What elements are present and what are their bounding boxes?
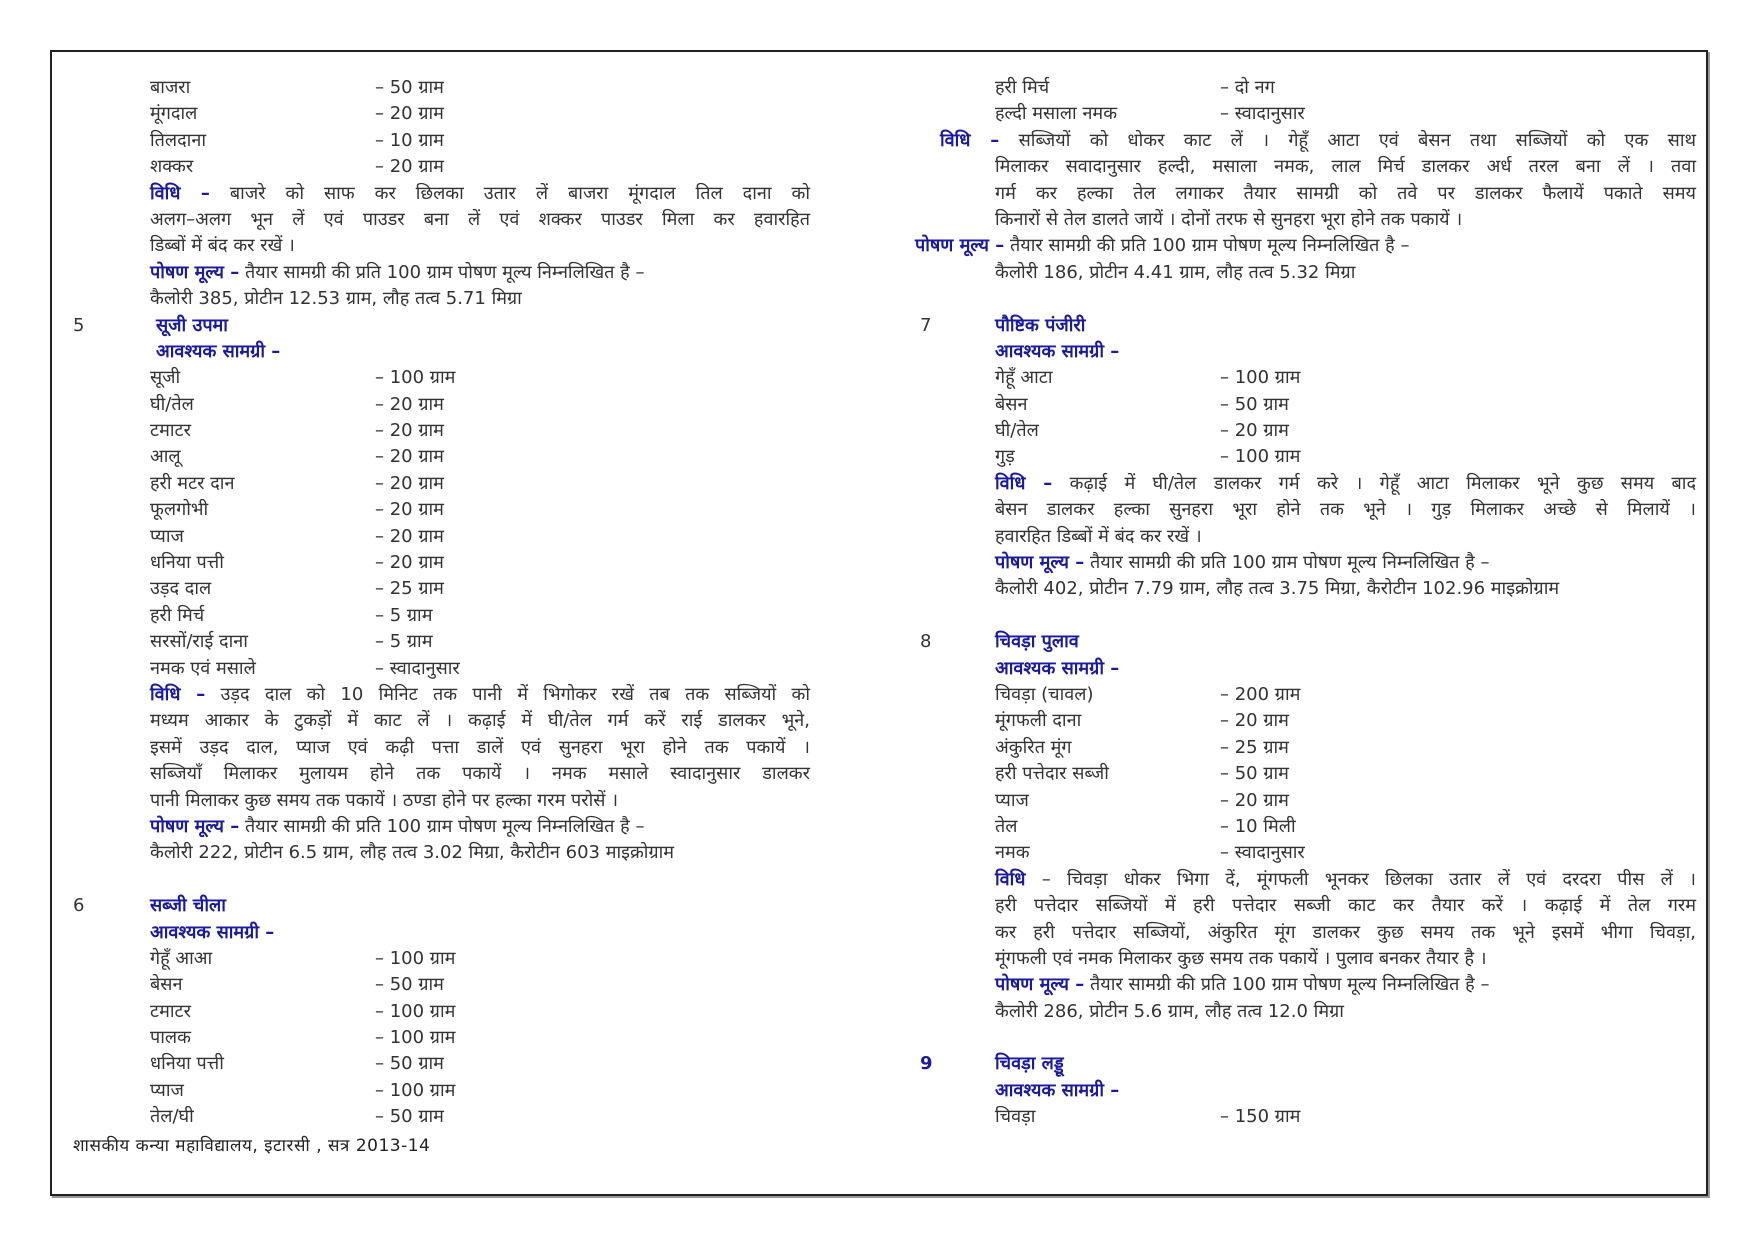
ingredient-qty: – स्वादानुसार bbox=[1220, 842, 1305, 864]
nutrition-label: पोषण मूल्य – bbox=[915, 235, 1005, 257]
ingredient-qty: – 50 ग्राम bbox=[375, 1053, 444, 1075]
ingredient-qty: – 10 ग्राम bbox=[375, 129, 444, 151]
recipe-heading bbox=[915, 1051, 1695, 1077]
ingredient-row bbox=[73, 1078, 813, 1104]
ingredient-qty: – 50 ग्राम bbox=[375, 77, 444, 98]
method-line bbox=[73, 207, 813, 233]
required-label: आवश्यक सामग्री – bbox=[995, 340, 1120, 362]
method-line bbox=[73, 708, 813, 734]
method-text: पानी मिलाकर कुछ समय तक पकायें । ठण्डा होने पर हल्का गरम परोसें । bbox=[150, 789, 619, 811]
nutrition-values bbox=[73, 286, 813, 312]
ingredient-row bbox=[915, 392, 1695, 418]
ingredient-qty: – 20 ग्राम bbox=[375, 525, 444, 547]
ingredient-name: हरी मिर्च bbox=[150, 604, 205, 626]
spacer bbox=[915, 603, 1695, 629]
nutrition-values-text: कैलोरी 222, प्रोटीन 6.5 ग्राम, लौह तत्व 3.02 मिग्रा, कैरोटीन 603 माइक्रोग्राम bbox=[150, 842, 675, 864]
method-label: विधि bbox=[995, 868, 1026, 890]
ingredient-qty: – 20 ग्राम bbox=[375, 472, 444, 494]
ingredient-row bbox=[73, 656, 813, 682]
nutrition-line bbox=[73, 260, 813, 286]
spacer bbox=[915, 286, 1695, 312]
ingredient-row bbox=[73, 1104, 813, 1130]
ingredient-name: हरी पत्तेदार सब्जी bbox=[995, 763, 1109, 785]
nutrition-values bbox=[915, 260, 1695, 286]
nutrition-values bbox=[73, 840, 813, 866]
method-text: बाजरे को साफ कर छिलका उतार लें बाजरा मूंगदाल तिल दाना को bbox=[209, 182, 810, 204]
nutrition-line bbox=[915, 550, 1695, 576]
nutrition-line bbox=[915, 972, 1695, 998]
method-line bbox=[915, 207, 1695, 233]
ingredient-qty: – स्वादानुसार bbox=[1220, 103, 1305, 125]
method-line bbox=[73, 233, 813, 259]
ingredient-row bbox=[73, 392, 813, 418]
ingredient-qty: – 20 ग्राम bbox=[1220, 789, 1289, 811]
ingredient-qty: – 150 ग्राम bbox=[1220, 1106, 1301, 1128]
ingredient-row bbox=[915, 682, 1695, 708]
required-heading bbox=[915, 339, 1695, 365]
method-text: डिब्बों में बंद कर रखें । bbox=[150, 235, 295, 257]
recipe-heading bbox=[915, 629, 1695, 655]
method-line bbox=[73, 735, 813, 761]
ingredient-row bbox=[73, 497, 813, 523]
method-line bbox=[915, 524, 1695, 550]
method-text: इसमें उड़द दाल, प्याज एवं कढ़ी पत्ता डालें एवं सुनहरा भूरा होने तक पकायें । bbox=[150, 736, 810, 758]
method-text: – चिवड़ा धोकर भिगा दें, मूंगफली भूनकर छिलका उतार लें एवं दरदरा पीस लें । bbox=[1025, 868, 1696, 890]
recipe-title: चिवड़ा लड्डू bbox=[995, 1053, 1064, 1075]
ingredient-name: बाजरा bbox=[150, 77, 191, 98]
ingredient-row bbox=[73, 999, 813, 1025]
ingredient-name: प्याज bbox=[150, 1079, 184, 1101]
ingredient-row bbox=[915, 444, 1695, 470]
ingredient-row bbox=[915, 814, 1695, 840]
nutrition-line bbox=[915, 233, 1695, 259]
nutrition-values-text: कैलोरी 402, प्रोटीन 7.79 ग्राम, लौह तत्व 3.75 मिग्रा, कैरोटीन 102.96 माइक्रोग्राम bbox=[995, 578, 1560, 600]
ingredient-row bbox=[915, 735, 1695, 761]
nutrition-text: तैयार सामग्री की प्रति 100 ग्राम पोषण मूल्य निम्नलिखित है – bbox=[239, 815, 645, 837]
ingredient-qty: – 20 ग्राम bbox=[375, 552, 444, 574]
ingredient-row bbox=[915, 708, 1695, 734]
ingredient-name: आलू bbox=[150, 446, 181, 468]
recipe-heading bbox=[73, 313, 813, 339]
nutrition-values-text: कैलोरी 286, प्रोटीन 5.6 ग्राम, लौह तत्व 12.0 मिग्रा bbox=[995, 1000, 1344, 1022]
ingredient-name: उड़द दाल bbox=[150, 578, 212, 600]
ingredient-qty: – 20 ग्राम bbox=[375, 446, 444, 468]
method-text: सब्जियॉं मिलाकर मुलायम होने तक पकायें । नमक मसाले स्वादानुसार डालकर bbox=[150, 763, 810, 785]
ingredient-row bbox=[915, 365, 1695, 391]
method-text: मध्यम आकार के टुकड़ों में काट लें । कढ़ाई में घी/तेल गर्म करें राई डालकर भूने, bbox=[150, 710, 810, 732]
nutrition-label: पोषण मूल्य – bbox=[995, 974, 1085, 996]
method-text: किनारों से तेल डालते जायें । दोनों तरफ से सुनहरा भूरा होने तक पकायें । bbox=[995, 208, 1463, 230]
ingredient-row bbox=[73, 576, 813, 602]
method-text: बेसन डालकर हल्का सुनहरा भूरा होने तक भूने । गुड़ मिलाकर अच्छे से मिलायें । bbox=[995, 499, 1696, 521]
method-text: अलग–अलग भून लें एवं पाउडर बना लें एवं शक्कर पाउडर मिला कर हवारहित bbox=[150, 208, 810, 230]
ingredient-name: धनिया पत्ती bbox=[150, 1053, 224, 1075]
ingredient-qty: – दो नग bbox=[1220, 77, 1275, 98]
ingredient-qty: – 100 ग्राम bbox=[375, 947, 456, 969]
ingredient-name: नमक bbox=[995, 842, 1030, 864]
nutrition-text: तैयार सामग्री की प्रति 100 ग्राम पोषण मूल्य निम्नलिखित है – bbox=[1084, 552, 1490, 574]
method-label: विधि – bbox=[995, 472, 1053, 494]
ingredient-qty: – 5 ग्राम bbox=[375, 631, 433, 653]
nutrition-label: पोषण मूल्य – bbox=[995, 552, 1085, 574]
ingredient-row bbox=[73, 101, 813, 127]
ingredient-name: धनिया पत्ती bbox=[150, 552, 224, 574]
ingredient-name: शक्कर bbox=[150, 156, 194, 178]
ingredient-row bbox=[915, 75, 1695, 101]
method-text: मिलाकर सवादानुसार हल्दी, मसाला नमक, लाल मिर्च डालकर अर्ध तरल बना लें । तवा bbox=[995, 156, 1696, 178]
nutrition-line bbox=[73, 814, 813, 840]
method-label: विधि – bbox=[940, 129, 1000, 151]
ingredient-qty: – 25 ग्राम bbox=[1220, 736, 1289, 758]
method-label: विधि – bbox=[150, 182, 210, 204]
ingredient-name: चिवड़ा bbox=[995, 1106, 1036, 1128]
ingredient-qty: – 5 ग्राम bbox=[375, 604, 433, 626]
recipe-heading bbox=[73, 893, 813, 919]
ingredient-row bbox=[73, 972, 813, 998]
ingredient-qty: – स्वादानुसार bbox=[375, 657, 460, 679]
recipe-number: 8 bbox=[920, 631, 932, 653]
method-line bbox=[915, 867, 1695, 893]
ingredient-qty: – 10 मिली bbox=[1220, 815, 1296, 837]
method-line bbox=[915, 920, 1695, 946]
ingredient-name: घी/तेल bbox=[995, 420, 1039, 442]
method-line bbox=[915, 946, 1695, 972]
ingredient-name: फूलगोभी bbox=[150, 499, 209, 521]
recipe-heading bbox=[915, 313, 1695, 339]
ingredient-name: मूंगफली दाना bbox=[995, 710, 1082, 732]
nutrition-values bbox=[915, 999, 1695, 1025]
method-line bbox=[73, 761, 813, 787]
ingredient-qty: – 20 ग्राम bbox=[375, 420, 444, 442]
ingredient-qty: – 100 ग्राम bbox=[375, 1079, 456, 1101]
recipe-number: 6 bbox=[73, 895, 85, 917]
right-column bbox=[915, 75, 1695, 1131]
nutrition-values bbox=[915, 576, 1695, 602]
ingredient-name: तेल/घी bbox=[150, 1106, 194, 1128]
ingredient-qty: – 20 ग्राम bbox=[375, 103, 444, 125]
method-line bbox=[915, 497, 1695, 523]
method-line bbox=[915, 471, 1695, 497]
ingredient-name: प्याज bbox=[150, 525, 184, 547]
ingredient-qty: – 20 ग्राम bbox=[375, 156, 444, 178]
ingredient-row bbox=[73, 603, 813, 629]
ingredient-name: टमाटर bbox=[150, 420, 191, 442]
recipe-title: पौष्टिक पंजीरी bbox=[995, 314, 1086, 336]
method-label: विधि – bbox=[150, 683, 206, 705]
method-text: मूंगफली एवं नमक मिलाकर कुछ समय तक पकायें । पुलाव बनकर तैयार है । bbox=[995, 947, 1487, 969]
spacer bbox=[73, 867, 813, 893]
method-text: कर हरी पत्तेदार सब्जियों, अंकुरित मूंग डालकर कुछ समय तक भूने इसमें भीगा चिवड़ा, bbox=[995, 921, 1696, 943]
recipe-number: 9 bbox=[920, 1053, 933, 1075]
ingredient-name: घी/तेल bbox=[150, 393, 194, 415]
ingredient-row bbox=[73, 524, 813, 550]
required-label: आवश्यक सामग्री – bbox=[150, 921, 275, 943]
method-text: हवारहित डिब्बों में बंद कर रखें । bbox=[995, 525, 1202, 547]
nutrition-text: तैयार सामग्री की प्रति 100 ग्राम पोषण मूल्य निम्नलिखित है – bbox=[239, 261, 645, 283]
method-line bbox=[915, 181, 1695, 207]
method-text: कढ़ाई में घी/तेल डालकर गर्म करे । गेहूँ आटा मिलाकर भूने कुछ समय बाद bbox=[1052, 472, 1696, 494]
method-line bbox=[915, 128, 1695, 154]
nutrition-values-text: कैलोरी 385, प्रोटीन 12.53 ग्राम, लौह तत्व 5.71 मिग्रा bbox=[150, 288, 522, 310]
required-label: आवश्यक सामग्री – bbox=[156, 340, 281, 362]
ingredient-name: गेहूँ आटा bbox=[995, 367, 1053, 389]
ingredient-row bbox=[915, 1104, 1695, 1130]
nutrition-text: तैयार सामग्री की प्रति 100 ग्राम पोषण मूल्य निम्नलिखित है – bbox=[1084, 974, 1490, 996]
spacer bbox=[915, 1025, 1695, 1051]
nutrition-values-text: कैलोरी 186, प्रोटीन 4.41 ग्राम, लौह तत्व 5.32 मिग्रा bbox=[995, 261, 1356, 283]
nutrition-text: तैयार सामग्री की प्रति 100 ग्राम पोषण मूल्य निम्नलिखित है – bbox=[1004, 235, 1410, 257]
method-text: उड़द दाल को 10 मिनिट तक पानी में भिगोकर रखें तब तक सब्जियों को bbox=[205, 683, 811, 705]
ingredient-row bbox=[73, 444, 813, 470]
ingredient-name: हल्दी मसाला नमक bbox=[995, 103, 1118, 125]
ingredient-row bbox=[73, 154, 813, 180]
ingredient-row bbox=[73, 128, 813, 154]
ingredient-row bbox=[915, 418, 1695, 444]
required-label: आवश्यक सामग्री – bbox=[995, 1079, 1120, 1101]
method-text: सब्जियों को धोकर काट लें । गेहूँ आटा एवं बेसन तथा सब्जियों को एक साथ bbox=[999, 129, 1696, 151]
recipe-number: 7 bbox=[920, 314, 932, 336]
required-heading bbox=[73, 920, 813, 946]
ingredient-name: पालक bbox=[150, 1027, 191, 1049]
ingredient-row bbox=[73, 946, 813, 972]
ingredient-qty: – 100 ग्राम bbox=[375, 367, 456, 389]
ingredient-qty: – 50 ग्राम bbox=[1220, 393, 1289, 415]
ingredient-name: बेसन bbox=[150, 974, 183, 996]
ingredient-name: हरी मिर्च bbox=[995, 77, 1050, 98]
ingredient-qty: – 50 ग्राम bbox=[375, 974, 444, 996]
method-line bbox=[73, 788, 813, 814]
ingredient-row bbox=[73, 418, 813, 444]
ingredient-qty: – 100 ग्राम bbox=[1220, 446, 1301, 468]
ingredient-name: सरसों/राई दाना bbox=[150, 631, 248, 653]
method-line bbox=[915, 154, 1695, 180]
ingredient-name: बेसन bbox=[995, 393, 1028, 415]
ingredient-qty: – 20 ग्राम bbox=[1220, 420, 1289, 442]
nutrition-label: पोषण मूल्य – bbox=[150, 261, 240, 283]
ingredient-qty: – 20 ग्राम bbox=[1220, 710, 1289, 732]
ingredient-row bbox=[915, 788, 1695, 814]
page-footer: शासकीय कन्या महाविद्यालय, इटारसी , सत्र 2013-14 bbox=[73, 1136, 431, 1156]
nutrition-label: पोषण मूल्य – bbox=[150, 815, 240, 837]
required-label: आवश्यक सामग्री – bbox=[995, 657, 1120, 679]
recipe-number: 5 bbox=[73, 314, 85, 336]
ingredient-row bbox=[73, 1051, 813, 1077]
left-column bbox=[73, 75, 813, 1131]
method-line bbox=[73, 682, 813, 708]
ingredient-name: सूजी bbox=[150, 367, 181, 389]
ingredient-row bbox=[73, 365, 813, 391]
method-text: हरी पत्तेदार सब्जियों में हरी पत्तेदार सब्जी काट कर तैयार करें । कढ़ाई में तेल गरम bbox=[995, 895, 1696, 917]
ingredient-qty: – 25 ग्राम bbox=[375, 578, 444, 600]
ingredient-name: अंकुरित मूंग bbox=[995, 736, 1072, 758]
recipe-title: सब्जी चीला bbox=[150, 895, 226, 917]
ingredient-name: तिलदाना bbox=[150, 129, 206, 151]
required-heading bbox=[73, 339, 813, 365]
ingredient-qty: – 100 ग्राम bbox=[375, 1027, 456, 1049]
ingredient-qty: – 50 ग्राम bbox=[375, 1106, 444, 1128]
ingredient-name: गेहूँ आआ bbox=[150, 947, 213, 969]
method-text: गर्म कर हल्का तेल लगाकर तैयार सामग्री को तवे पर डालकर फैलायें पकाते समय bbox=[995, 182, 1696, 204]
ingredient-row bbox=[915, 840, 1695, 866]
ingredient-qty: – 20 ग्राम bbox=[375, 393, 444, 415]
ingredient-row bbox=[73, 471, 813, 497]
ingredient-name: गुड़ bbox=[995, 446, 1015, 468]
ingredient-name: टमाटर bbox=[150, 1000, 191, 1022]
ingredient-name: प्याज bbox=[995, 789, 1029, 811]
ingredient-row bbox=[73, 1025, 813, 1051]
recipe-title: सूजी उपमा bbox=[156, 314, 228, 336]
ingredient-row bbox=[915, 761, 1695, 787]
ingredient-qty: – 100 ग्राम bbox=[375, 1000, 456, 1022]
ingredient-name: मूंगदाल bbox=[150, 103, 198, 125]
ingredient-qty: – 20 ग्राम bbox=[375, 499, 444, 521]
recipe-title: चिवड़ा पुलाव bbox=[995, 631, 1079, 653]
ingredient-row bbox=[73, 75, 813, 101]
ingredient-name: नमक एवं मसाले bbox=[150, 657, 256, 679]
ingredient-qty: – 100 ग्राम bbox=[1220, 367, 1301, 389]
required-heading bbox=[915, 1078, 1695, 1104]
ingredient-name: चिवड़ा (चावल) bbox=[995, 683, 1094, 705]
required-heading bbox=[915, 656, 1695, 682]
ingredient-name: हरी मटर दान bbox=[150, 472, 235, 494]
ingredient-row bbox=[73, 550, 813, 576]
ingredient-row bbox=[73, 629, 813, 655]
ingredient-qty: – 200 ग्राम bbox=[1220, 683, 1301, 705]
ingredient-qty: – 50 ग्राम bbox=[1220, 763, 1289, 785]
ingredient-name: तेल bbox=[995, 815, 1018, 837]
method-line bbox=[915, 893, 1695, 919]
ingredient-row bbox=[915, 101, 1695, 127]
method-line bbox=[73, 181, 813, 207]
